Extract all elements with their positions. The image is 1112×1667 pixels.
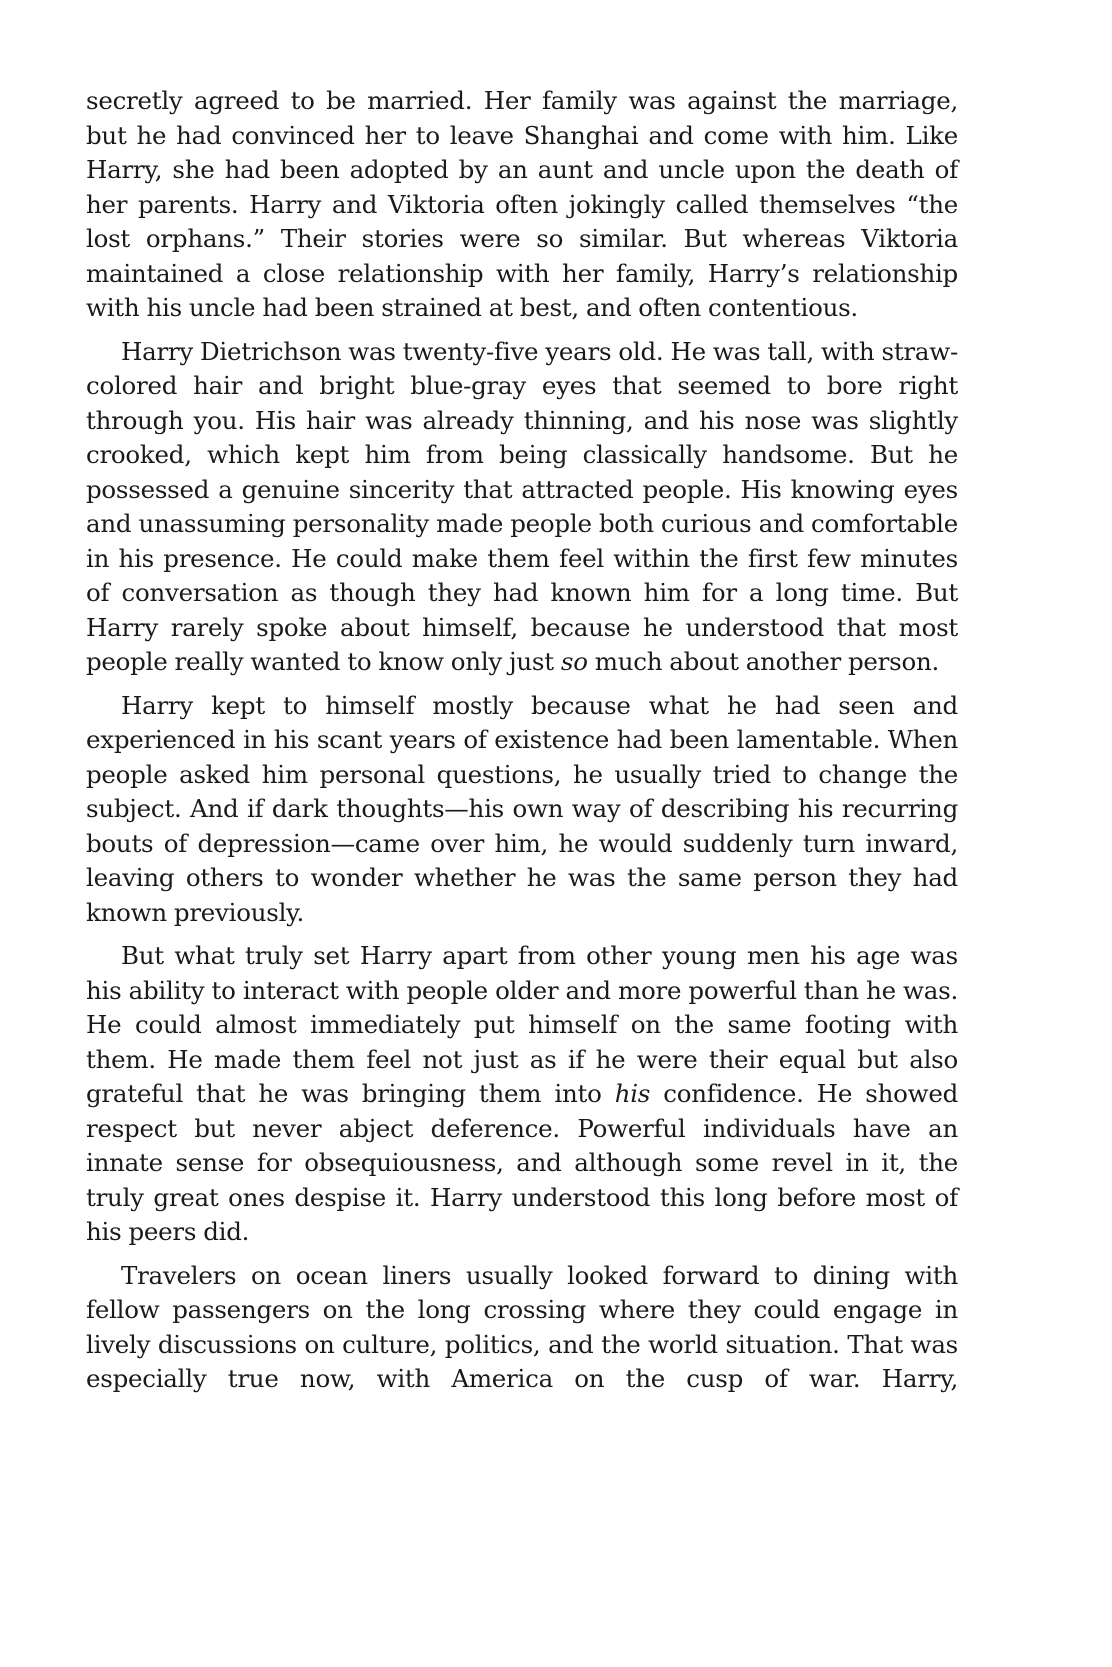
paragraph-2 xyxy=(86,335,958,680)
paragraph-5-text: Travelers on ocean liners usually looked forward to dining with fellow passengers on the long crossing where they could engage in lively discussions on culture, politics, and the world situation. That was especially true now, with America on the cusp of war. Harry, xyxy=(86,1260,958,1393)
book-page xyxy=(86,84,958,1397)
paragraph-2-text-b: much about another person. xyxy=(587,647,940,676)
paragraph-4-text-b: confidence. He showed respect but never abject deference. Powerful individuals have an innate sense for obsequiousness, and although some revel in it, the truly great ones despise it. Harry understood this long before most of his peers did. xyxy=(86,1079,958,1246)
emphasis-his: his xyxy=(614,1079,651,1108)
paragraph-1-text: secretly agreed to be married. Her family was against the marriage, but he had convinced her to leave Shanghai and come with him. Like Harry, she had been adopted by an aunt and uncle upon the death of her parents. Harry and Viktoria often jokingly called themselves “the lost orphans.” Their stories were so similar. But whereas Viktoria maintained a close relationship with her family, Harry’s relationship with his uncle had been strained at best, and often contentious. xyxy=(86,86,958,322)
paragraph-1 xyxy=(86,84,958,326)
paragraph-3-text: Harry kept to himself mostly because what he had seen and experienced in his scant years of existence had been lamentable. When people asked him personal questions, he usually tried to change the subject. And if dark thoughts—his own way of describing his recurring bouts of depression—came over him, he would suddenly turn inward, leaving others to wonder whether he was the same person they had known previously. xyxy=(86,690,958,927)
paragraph-5 xyxy=(86,1259,958,1397)
paragraph-2-text-a: Harry Dietrichson was twenty-five years old. He was tall, with straw-colored hair and bright blue-gray eyes that seemed to bore right through you. His hair was already thinning, and his nose was slightly crooked, which kept him from being classically handsome. But he possessed a genuine sincerity that attracted people. His knowing eyes and unassuming personality made people both curious and comfortable in his presence. He could make them feel within the first few minutes of conversation as though they had known him for a long time. But Harry rarely spoke about himself, because he understood that most people really wanted to know only just xyxy=(86,336,958,676)
paragraph-3 xyxy=(86,689,958,931)
paragraph-4-text-a: But what truly set Harry apart from other young men his age was his ability to interact with people older and more powerful than he was. He could almost immediately put himself on the same footing with them. He made them feel not just as if he were their equal but also grateful that he was bringing them into xyxy=(86,941,958,1108)
emphasis-so: so xyxy=(560,647,588,676)
paragraph-4 xyxy=(86,939,958,1250)
